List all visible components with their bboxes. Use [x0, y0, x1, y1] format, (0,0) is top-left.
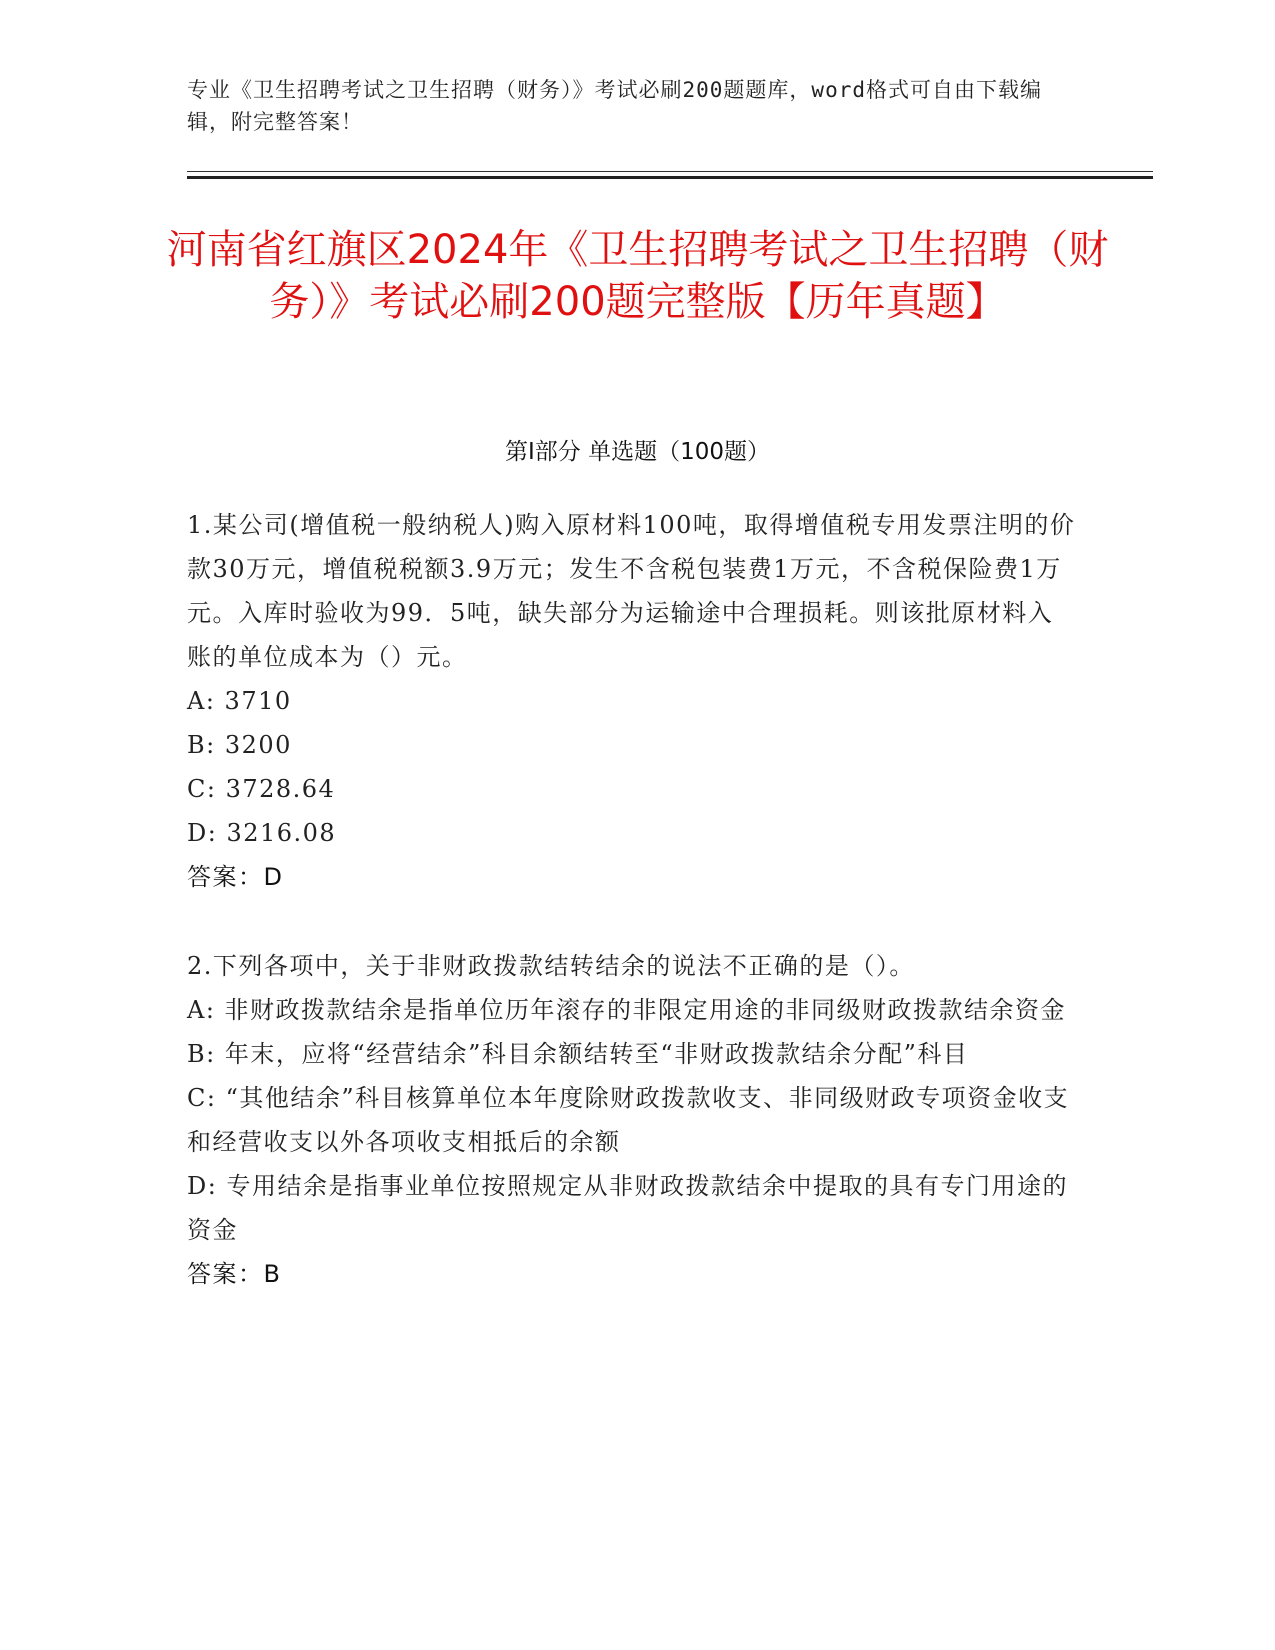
header-divider-thick [187, 176, 1153, 179]
option-b: B: 年末，应将“经营结余”科目余额结转至“非财政拨款结余分配”科目 [187, 1040, 969, 1068]
section-heading: 第I部分 单选题（100题） [505, 439, 770, 465]
question-1 [187, 503, 1077, 899]
header-divider-thin [187, 171, 1153, 172]
option-c: C: 3728.64 [187, 775, 336, 803]
option-b: B: 3200 [187, 731, 292, 759]
header-note: 专业《卫生招聘考试之卫生招聘（财务）》考试必刷200题题库，word格式可自由下载编辑，附完整答案！ [187, 78, 1042, 134]
question-2 [187, 944, 1077, 1296]
question-stem: 1.某公司(增值税一般纳税人)购入原材料100吨，取得增值税专用发票注明的价款30万元，增值税税额3.9万元；发生不含税包装费1万元，不含税保险费1万元。入库时验收为99．5吨，缺失部分为运输途中合理损耗。则该批原材料入账的单位成本为（）元。 [187, 511, 1076, 671]
option-a: A: 3710 [187, 687, 292, 715]
option-d: D: 3216.08 [187, 819, 337, 847]
document-title: 河南省红旗区2024年《卫生招聘考试之卫生招聘（财务）》考试必刷200题完整版【历年真题】 [166, 227, 1109, 325]
question-stem: 2.下列各项中，关于非财政拨款结转结余的说法不正确的是（）。 [187, 952, 915, 980]
answer: 答案：B [187, 1260, 282, 1288]
answer: 答案：D [187, 863, 284, 891]
option-c: C: “其他结余”科目核算单位本年度除财政拨款收支、非同级财政专项资金收支和经营收支以外各项收支相抵后的余额 [187, 1084, 1070, 1156]
option-a: A: 非财政拨款结余是指单位历年滚存的非限定用途的非同级财政拨款结余资金 [187, 996, 1067, 1024]
option-d: D: 专用结余是指事业单位按照规定从非财政拨款结余中提取的具有专门用途的资金 [187, 1172, 1068, 1244]
